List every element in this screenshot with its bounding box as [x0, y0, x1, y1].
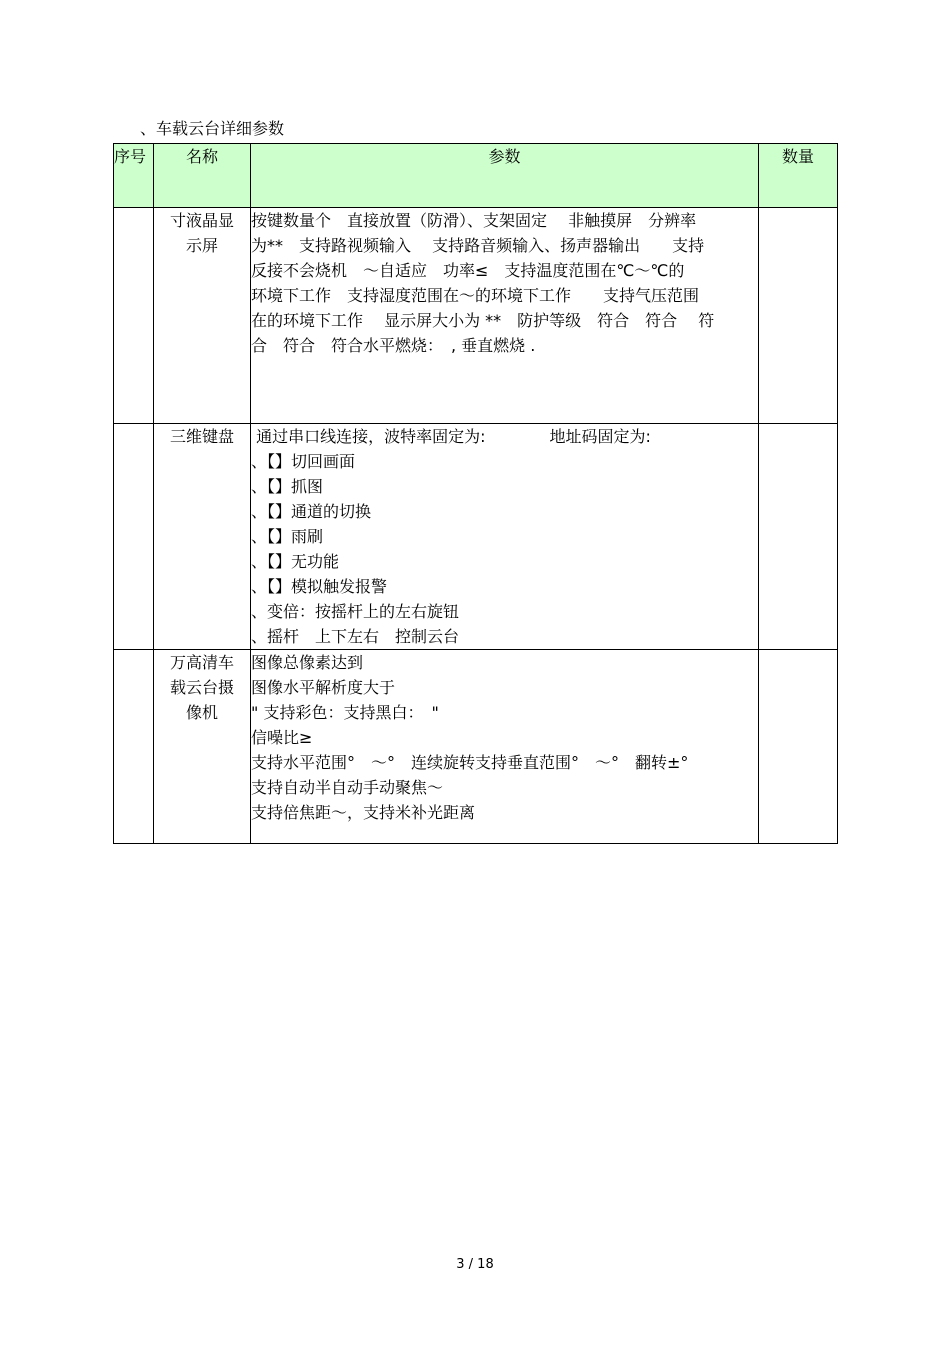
- section-title: 、车载云台详细参数: [140, 119, 285, 138]
- param-line: 环境下工作 支持湿度范围在～的环境下工作 支持气压范围: [251, 286, 700, 305]
- cell-seq: [114, 208, 154, 424]
- param-line: 图像水平解析度大于: [251, 678, 396, 697]
- param-line: 、摇杆 上下左右 控制云台: [251, 627, 460, 646]
- cell-seq: [114, 424, 154, 650]
- param-line: 在的环境下工作 显示屏大小为 ** 防护等级 符合 符合 符: [251, 311, 715, 330]
- param-line: 图像总像素达到: [251, 653, 364, 672]
- name-line: 示屏: [185, 236, 218, 255]
- page-number: 3 / 18: [456, 1257, 494, 1272]
- param-line: 、【】无功能: [251, 552, 340, 571]
- cell-qty: [759, 650, 838, 844]
- param-line: 支持倍焦距～，支持米补光距离: [251, 803, 476, 822]
- param-line: 、【】通道的切换: [251, 502, 372, 521]
- cell-params: [251, 424, 759, 650]
- cell-qty: [759, 424, 838, 650]
- header-seq: 序号: [114, 144, 154, 208]
- param-line: 、【】雨刷: [251, 527, 324, 546]
- param-line: 、【】切回画面: [251, 452, 356, 471]
- name-line: 像机: [185, 703, 218, 722]
- spec-table: [113, 143, 838, 844]
- cell-name: [154, 650, 251, 844]
- param-line: 按键数量个 直接放置（防滑）、支架固定 非触摸屏 分辨率: [251, 211, 697, 230]
- table-header-row: [114, 144, 838, 208]
- param-line: 、【】模拟触发报警: [251, 577, 388, 596]
- param-line: 通过串口线连接，波特率固定为: 地址码固定为:: [251, 427, 651, 446]
- param-line: 、变倍：按摇杆上的左右旋钮: [251, 602, 460, 621]
- name-line: 万高清车: [169, 653, 234, 672]
- param-line: 为** 支持路视频输入 支持路音频输入、扬声器输出 支持: [251, 236, 705, 255]
- cell-qty: [759, 208, 838, 424]
- cell-params: [251, 208, 759, 424]
- param-line: 、【】抓图: [251, 477, 324, 496]
- name-line: 寸液晶显: [169, 211, 234, 230]
- header-qty: 数量: [759, 144, 838, 208]
- cell-name: [154, 424, 251, 650]
- cell-name: [154, 208, 251, 424]
- param-line: 反接不会烧机 ～自适应 功率≤ 支持温度范围在℃～℃的: [251, 261, 685, 280]
- param-line: 支持水平范围° ～° 连续旋转支持垂直范围° ～° 翻转±°: [251, 753, 689, 772]
- param-line: " 支持彩色：支持黑白： ": [251, 703, 439, 722]
- header-params: 参数: [251, 144, 759, 208]
- table-row: [114, 424, 838, 650]
- name-line: 三维键盘: [169, 427, 234, 446]
- param-line: 信噪比≥: [251, 728, 313, 747]
- header-name: 名称: [154, 144, 251, 208]
- cell-params: [251, 650, 759, 844]
- table-row: [114, 208, 838, 424]
- name-line: 载云台摄: [169, 678, 234, 697]
- table-row: [114, 650, 838, 844]
- cell-seq: [114, 650, 154, 844]
- param-line: 支持自动半自动手动聚焦～: [251, 778, 444, 797]
- param-line: 合 符合 符合水平燃烧： , 垂直燃烧 .: [251, 336, 536, 355]
